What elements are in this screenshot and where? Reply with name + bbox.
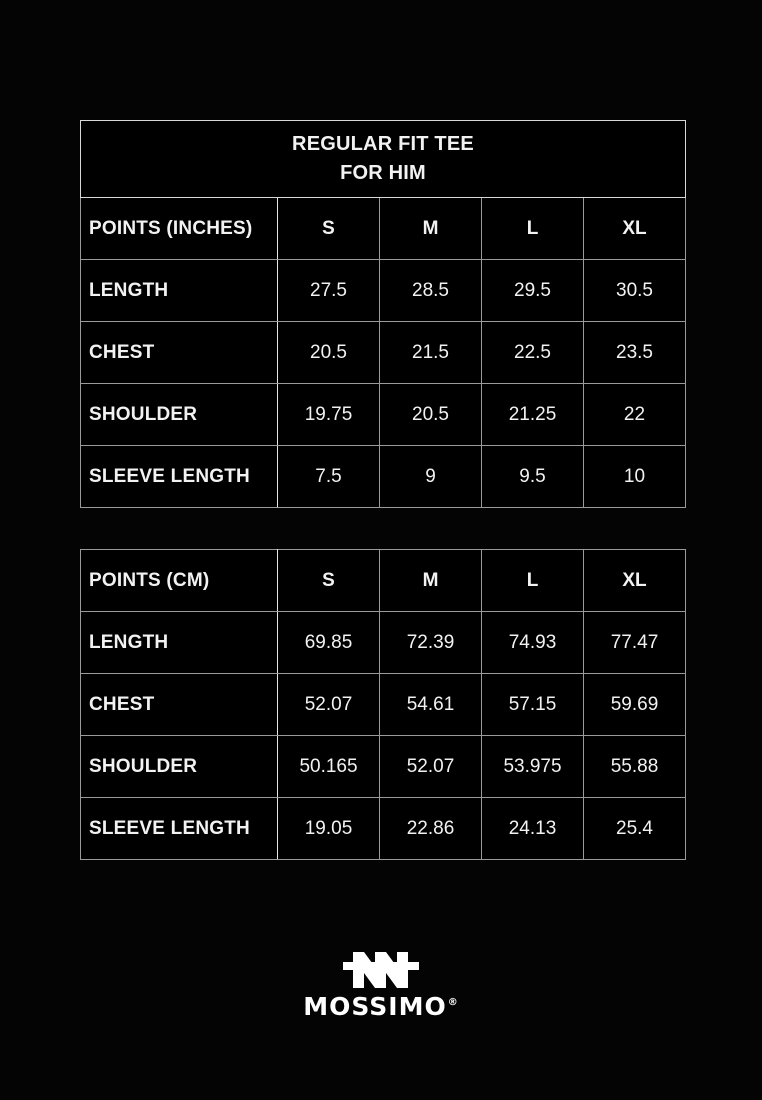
table-cell: 22 — [584, 384, 686, 446]
table-cell: 21.25 — [482, 384, 584, 446]
table-cell: 25.4 — [584, 798, 686, 860]
size-header-xl: XL — [584, 198, 686, 260]
chart-title-line1: REGULAR FIT TEE — [292, 133, 474, 155]
table-row — [81, 612, 686, 674]
brand-name: MOSSIMO — [303, 992, 447, 1021]
table-cell: 28.5 — [380, 260, 482, 322]
size-chart-inches — [80, 120, 686, 508]
title-row — [81, 121, 686, 198]
table-cell: 72.39 — [380, 612, 482, 674]
chart-title-line2: FOR HIM — [340, 162, 426, 184]
points-header: POINTS (INCHES) — [81, 198, 278, 260]
table-cell: 55.88 — [584, 736, 686, 798]
table-cell: 22.5 — [482, 322, 584, 384]
table-cell: 77.47 — [584, 612, 686, 674]
row-label-length: LENGTH — [81, 260, 278, 322]
table-cell: 22.86 — [380, 798, 482, 860]
registered-mark: ® — [447, 997, 459, 1008]
table-cell: 53.975 — [482, 736, 584, 798]
table-cell: 24.13 — [482, 798, 584, 860]
table-row — [81, 322, 686, 384]
table-cell: 52.07 — [380, 736, 482, 798]
size-header-s: S — [278, 198, 380, 260]
table-cell: 19.05 — [278, 798, 380, 860]
size-header-l: L — [482, 198, 584, 260]
table-cell: 20.5 — [380, 384, 482, 446]
header-row — [81, 550, 686, 612]
row-label-chest: CHEST — [81, 674, 278, 736]
table-cell: 20.5 — [278, 322, 380, 384]
table-cell: 57.15 — [482, 674, 584, 736]
brand-wordmark — [303, 992, 458, 1021]
mossimo-m-logo-icon — [343, 946, 419, 990]
row-label-sleeve-length: SLEEVE LENGTH — [81, 798, 278, 860]
row-label-shoulder: SHOULDER — [81, 736, 278, 798]
table-row — [81, 736, 686, 798]
table-cell: 69.85 — [278, 612, 380, 674]
table-cell: 30.5 — [584, 260, 686, 322]
table-cell: 10 — [584, 446, 686, 508]
size-header-xl: XL — [584, 550, 686, 612]
table-cell: 52.07 — [278, 674, 380, 736]
size-chart-cm — [80, 549, 686, 860]
table-row — [81, 260, 686, 322]
table-cell: 19.75 — [278, 384, 380, 446]
size-header-m: M — [380, 198, 482, 260]
table-cell: 54.61 — [380, 674, 482, 736]
table-row — [81, 674, 686, 736]
table-cell: 23.5 — [584, 322, 686, 384]
size-header-s: S — [278, 550, 380, 612]
row-label-shoulder: SHOULDER — [81, 384, 278, 446]
table-cell: 59.69 — [584, 674, 686, 736]
table-cell: 29.5 — [482, 260, 584, 322]
table-cell: 9.5 — [482, 446, 584, 508]
size-header-m: M — [380, 550, 482, 612]
table-cell: 74.93 — [482, 612, 584, 674]
table-row — [81, 384, 686, 446]
table-cell: 9 — [380, 446, 482, 508]
table-cell: 27.5 — [278, 260, 380, 322]
brand-block — [0, 946, 762, 1021]
header-row — [81, 198, 686, 260]
table-row — [81, 798, 686, 860]
row-label-chest: CHEST — [81, 322, 278, 384]
size-header-l: L — [482, 550, 584, 612]
chart-title — [81, 121, 686, 198]
row-label-sleeve-length: SLEEVE LENGTH — [81, 446, 278, 508]
points-header: POINTS (CM) — [81, 550, 278, 612]
table-row — [81, 446, 686, 508]
row-label-length: LENGTH — [81, 612, 278, 674]
table-cell: 21.5 — [380, 322, 482, 384]
table-cell: 50.165 — [278, 736, 380, 798]
table-cell: 7.5 — [278, 446, 380, 508]
